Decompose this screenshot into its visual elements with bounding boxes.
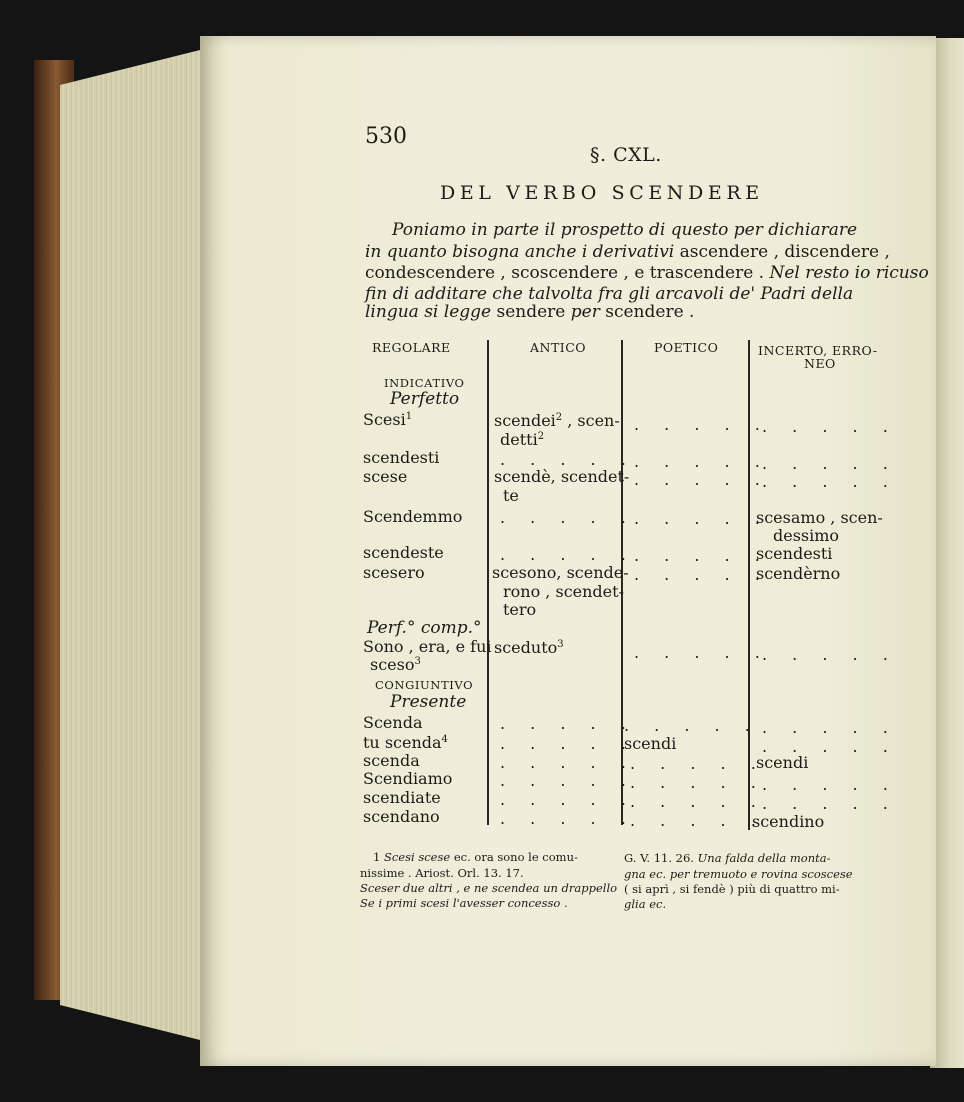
- header-poetico: POETICO: [654, 340, 719, 355]
- regolare-cell: Scesi$^1$: [363, 410, 413, 429]
- antico-cell: scendei$^2$ , scen-: [494, 411, 620, 430]
- mood-congiuntivo: CONGIUNTIVO: [375, 678, 474, 692]
- tense-perfetto-composto: Perf.° comp.°: [367, 618, 482, 638]
- antico-cell: scesono, scende-: [492, 563, 629, 582]
- footnote-1-line-4: Se i primi scesi l'avesser concesso .: [360, 896, 568, 910]
- antico-dots: . . . . .: [500, 771, 636, 790]
- antico-cell-cont: rono , scendet-: [503, 582, 624, 601]
- regolare-cell: Sono , era, e fui: [363, 637, 492, 656]
- incerto-cell-cont: dessimo: [773, 526, 840, 545]
- regolare-cell: Scendiamo: [363, 769, 453, 788]
- poetico-dots: . . . . .: [634, 546, 770, 565]
- incerto-dots: . . . . .: [762, 454, 898, 473]
- intro-line-4: fin di additare che talvolta fra gli arcavoli de' Padri della: [365, 284, 854, 304]
- incerto-dots: . . . . .: [762, 472, 898, 491]
- antico-dots: . . . . .: [500, 508, 636, 527]
- antico-cell-cont: detti$^2$: [500, 430, 545, 449]
- poetico-cell: scendi: [624, 734, 677, 753]
- footnote-2-line-4: glia ec.: [624, 897, 667, 911]
- incerto-dots: . . . . .: [762, 775, 898, 794]
- regolare-cell: scendesti: [363, 448, 440, 467]
- poetico-dots: . . . . .: [634, 470, 770, 489]
- antico-dots: . . . . .: [500, 714, 636, 733]
- antico-dots: . . . . .: [500, 545, 636, 564]
- antico-dots: . . . . .: [500, 790, 636, 809]
- intro-line-3: condescendere , scoscendere , e trascendere . Nel resto io ricuso: [365, 263, 929, 283]
- antico-dots: . . . . .: [500, 809, 636, 828]
- footnote-1-line-3: Sceser due altri , e ne scendea un drappello: [360, 881, 618, 895]
- antico-cell-cont: te: [503, 486, 519, 505]
- column-rule: [487, 340, 489, 825]
- footnote-1-line-1: 1 Scesi scese ec. ora sono le comu-: [373, 850, 578, 864]
- regolare-cell: scese: [363, 467, 408, 486]
- regolare-cell: Scendemmo: [363, 507, 463, 526]
- incerto-cell: scendi: [756, 753, 809, 772]
- header-incerto: INCERTO, ERRO-: [758, 343, 878, 358]
- incerto-cell: scendèrno: [756, 564, 841, 583]
- regolare-cell: scendeste: [363, 543, 444, 562]
- header-antico: ANTICO: [530, 340, 587, 355]
- header-incerto-cont: NEO: [804, 356, 836, 371]
- regolare-cell: scenda: [363, 751, 420, 770]
- poetico-dots: . . . . .: [630, 754, 766, 773]
- page-block-edges: [60, 45, 220, 1045]
- intro-line-5: lingua si legge sendere per scendere .: [365, 302, 695, 322]
- antico-dots: . . . . .: [500, 734, 636, 753]
- regolare-cell: Scenda: [363, 713, 423, 732]
- poetico-dots: . . . . .: [634, 565, 770, 584]
- tense-perfetto: Perfetto: [390, 389, 460, 409]
- footnote-2-line-2: gna ec. per tremuoto e rovina scoscese: [624, 867, 853, 881]
- incerto-dots: . . . . .: [762, 645, 898, 664]
- poetico-dots: . . . . .: [630, 773, 766, 792]
- incerto-dots: . . . . .: [762, 718, 898, 737]
- poetico-dots: . . . . .: [624, 716, 760, 735]
- antico-cell-cont: tero: [503, 600, 537, 619]
- incerto-dots: . . . . .: [762, 794, 898, 813]
- incerto-cell: scesamo , scen-: [756, 508, 883, 527]
- header-regolare: REGOLARE: [372, 340, 451, 355]
- page-number: 530: [365, 124, 407, 149]
- footnote-2-line-3: ( si aprì , si fendè ) più di quattro mi-: [624, 882, 840, 896]
- poetico-dots: . . . . .: [634, 452, 770, 471]
- antico-dots: . . . . .: [500, 753, 636, 772]
- intro-line-2: in quanto bisogna anche i derivativi ascendere , discendere ,: [365, 242, 890, 262]
- incerto-cell: scendino: [752, 812, 825, 831]
- regolare-cell: scesero: [363, 563, 425, 582]
- regolare-cell: tu scenda$^4$: [363, 733, 448, 752]
- mood-indicativo: INDICATIVO: [384, 376, 465, 390]
- regolare-cell: scendiate: [363, 788, 441, 807]
- poetico-dots: . . . . .: [634, 415, 770, 434]
- regolare-cell-cont: sceso$^3$: [370, 655, 421, 674]
- poetico-dots: . . . . .: [630, 811, 766, 830]
- poetico-dots: . . . . .: [634, 643, 770, 662]
- incerto-cell: scendesti: [756, 544, 833, 563]
- footnote-1-line-2: nissime . Ariost. Orl. 13. 17.: [360, 866, 524, 880]
- incerto-dots: . . . . .: [762, 417, 898, 436]
- tense-presente: Presente: [390, 692, 467, 712]
- incerto-dots: . . . . .: [762, 737, 898, 756]
- intro-line-1: Poniamo in parte il prospetto di questo per dichiarare: [392, 220, 858, 240]
- footnote-2-line-1: G. V. 11. 26. Una falda della monta-: [624, 851, 831, 865]
- antico-cell: sceduto$^3$: [494, 638, 564, 657]
- poetico-dots: . . . . .: [630, 792, 766, 811]
- section-number: §. CXL.: [590, 144, 662, 166]
- antico-cell: scendè, scendet-: [494, 467, 630, 486]
- antico-dots: . . . . .: [500, 450, 636, 469]
- poetico-dots: . . . . .: [634, 509, 770, 528]
- regolare-cell: scendano: [363, 807, 440, 826]
- chapter-title: DEL VERBO SCENDERE: [440, 182, 764, 204]
